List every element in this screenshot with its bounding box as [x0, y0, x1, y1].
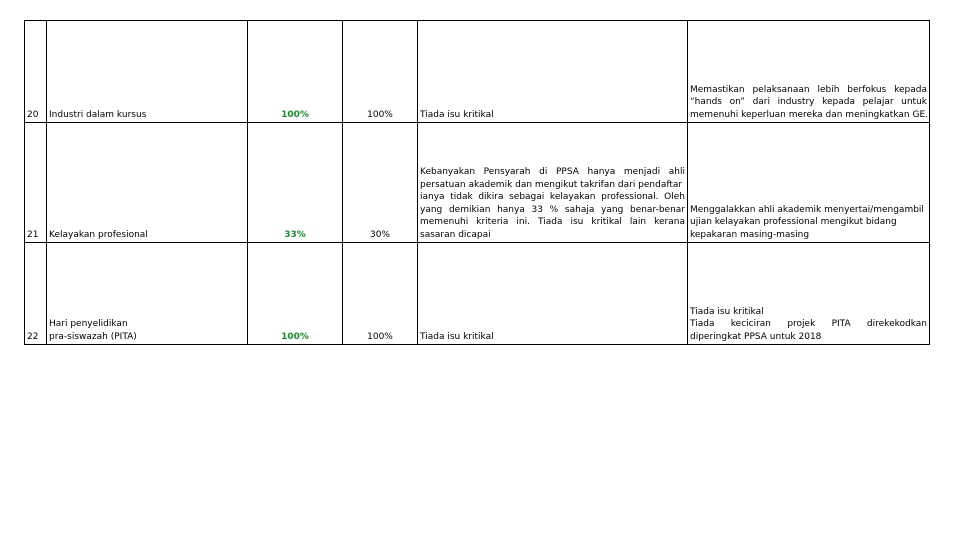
action-cell [688, 123, 930, 243]
target-value: 33% [248, 123, 343, 243]
row-number: 20 [25, 21, 47, 123]
assessment-table [24, 20, 930, 345]
issue-cell [418, 123, 688, 243]
row-number: 21 [25, 123, 47, 243]
action-line: “hands on” dari industry kepada pelajar untuk [690, 97, 927, 107]
achieved-value: 100% [343, 21, 418, 123]
table-row [25, 243, 930, 345]
issue-line: Tiada isu kritikal [420, 109, 494, 120]
action-cell [688, 243, 930, 345]
action-line: diperingkat PPSA untuk 2018 [690, 331, 822, 342]
issue-line: Kebanyakan Pensyarah di PPSA hanya menjadi ahli [420, 167, 685, 177]
row-number: 22 [25, 243, 47, 345]
item-name: Kelayakan profesional [47, 123, 248, 243]
issue-line: sasaran dicapai [420, 229, 491, 240]
achieved-value: 30% [343, 123, 418, 243]
item-name-line: Hari penyelidikan [49, 319, 128, 329]
issue-cell [418, 21, 688, 123]
action-line: Tiada isu kritikal [690, 306, 764, 317]
table-row [25, 123, 930, 243]
issue-line: memenuhi kriteria ini. Tiada isu kritikal lain kerana [420, 217, 685, 227]
target-value: 100% [248, 243, 343, 345]
target-value: 100% [248, 21, 343, 123]
issue-line: ianya tidak dikira sebagai kelayakan professional. Oleh [420, 192, 685, 202]
achieved-value: 100% [343, 243, 418, 345]
action-line: ujian kelayakan professional mengikut bidang [690, 217, 897, 227]
issue-line: persatuan akademik dan mengikut takrifan dari pendaftar [420, 179, 683, 190]
action-cell [688, 21, 930, 123]
action-line: Menggalakkan ahli akademik menyertai/mengambil [690, 204, 924, 215]
action-line: Tiada keciciran projek PITA direkekodkan [690, 319, 927, 329]
item-name: Industri dalam kursus [47, 21, 248, 123]
issue-line: Tiada isu kritikal [420, 331, 494, 342]
action-line: kepakaran masing-masing [690, 229, 810, 240]
table-row [25, 21, 930, 123]
item-name-line: pra-siswazah (PITA) [49, 331, 137, 342]
action-line: memenuhi keperluan mereka dan meningkatkan GE. [690, 109, 928, 120]
item-name-cell [47, 243, 248, 345]
issue-line: yang demikian hanya 33 % sahaja yang benar-benar [420, 204, 685, 215]
action-line: Memastikan pelaksanaan lebih berfokus kepada [690, 84, 927, 95]
issue-cell [418, 243, 688, 345]
